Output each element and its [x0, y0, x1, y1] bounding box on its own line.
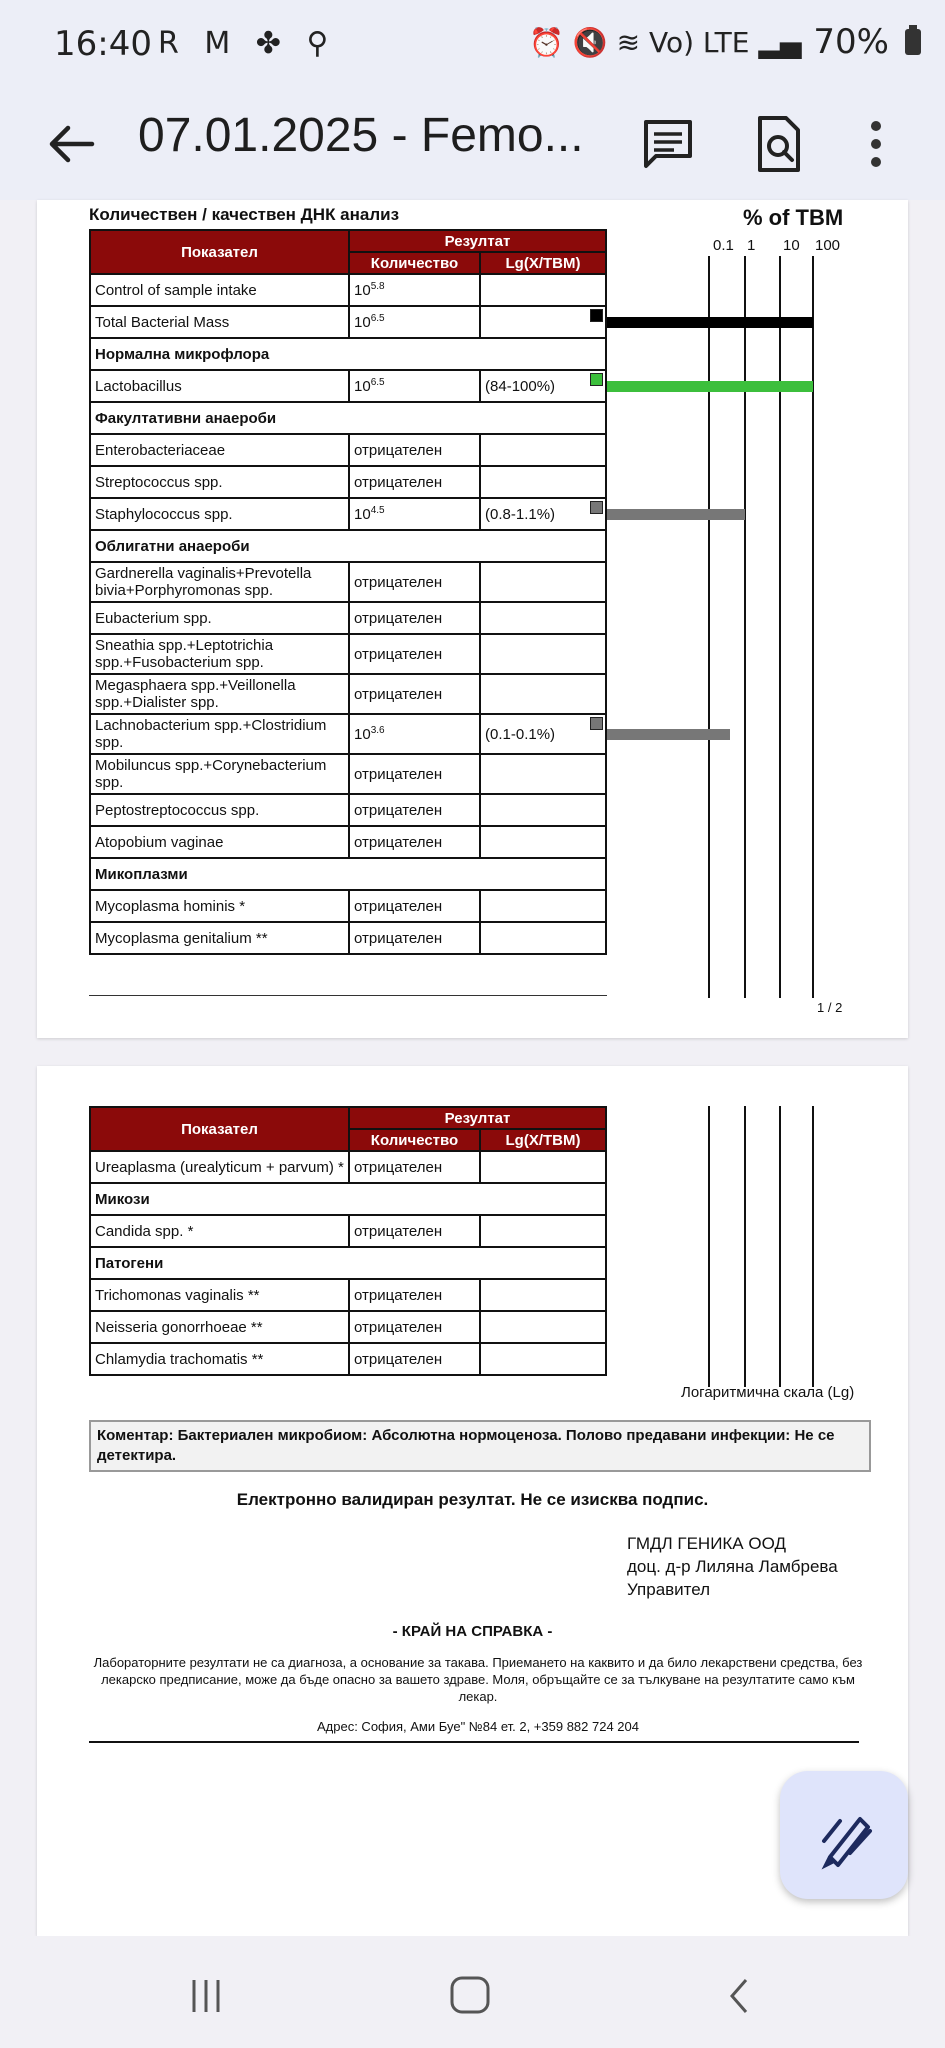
- quantity-exponent: 6.5: [370, 313, 385, 324]
- indicator-name: Chlamydia trachomatis **: [90, 1343, 349, 1375]
- document-page-1: [37, 200, 908, 1038]
- lg-cell: [480, 1343, 606, 1375]
- lg-cell: [480, 498, 606, 530]
- lab-name: ГМДЛ ГЕНИКА ООД: [627, 1534, 786, 1553]
- lg-cell: [480, 562, 606, 602]
- lg-cell: [480, 1215, 606, 1247]
- indicator-name: Eubacterium spp.: [90, 602, 349, 634]
- signer-role: Управител: [627, 1580, 711, 1599]
- group-title: Облигатни анаероби: [90, 530, 606, 562]
- indicator-name: Enterobacteriaceae: [90, 434, 349, 466]
- table-row: [90, 714, 606, 754]
- table-row: [90, 1215, 606, 1247]
- validated-note: Електронно валидиран резултат. Не се изисква подпис.: [236, 1490, 709, 1509]
- indicator-name: Staphylococcus spp.: [90, 498, 349, 530]
- scale-line: [708, 256, 710, 998]
- group-header-row: [90, 530, 606, 562]
- group-title: Факултативни анаероби: [90, 402, 606, 434]
- table-row: [90, 1343, 606, 1375]
- table-row: [90, 826, 606, 858]
- group-header-row: [90, 1247, 606, 1279]
- lg-cell: [480, 754, 606, 794]
- col-quantity: Количество: [349, 252, 480, 274]
- battery-icon: [905, 29, 921, 55]
- quantity-cell: отрицателен: [349, 434, 480, 466]
- group-header-row: [90, 1183, 606, 1215]
- lg-cell: [480, 714, 606, 754]
- color-marker: [590, 309, 603, 322]
- indicator-name: Mycoplasma hominis *: [90, 890, 349, 922]
- log-scale-label: Логаритмична скала (Lg): [681, 1384, 855, 1401]
- results-table: [89, 1106, 607, 1376]
- search-document-icon[interactable]: [746, 112, 810, 176]
- group-header-row: [90, 858, 606, 890]
- indicator-name: Sneathia spp.+Leptotrichia spp.+Fusobacterium spp.: [90, 634, 349, 674]
- percent-bar: [607, 317, 813, 328]
- end-title: - КРАЙ НА СПРАВКА -: [392, 1623, 553, 1640]
- col-indicator: Показател: [90, 1107, 349, 1151]
- quantity-exponent: 4.5: [370, 505, 385, 516]
- percent-bar: [607, 509, 745, 520]
- indicator-name: Lactobacillus: [90, 370, 349, 402]
- group-title: Микози: [90, 1183, 606, 1215]
- table-row: [90, 602, 606, 634]
- scale-label: 1: [747, 237, 756, 254]
- quantity-cell: отрицателен: [349, 794, 480, 826]
- quantity-cell: отрицателен: [349, 1215, 480, 1247]
- status-right: [529, 22, 921, 62]
- section-title: Количествен / качествен ДНК анализ: [89, 205, 400, 224]
- status-bar: [0, 0, 945, 90]
- table-row: [90, 370, 606, 402]
- quantity-cell: [349, 306, 480, 338]
- scale-line: [812, 256, 814, 998]
- indicator-name: Neisseria gonorrhoeae **: [90, 1311, 349, 1343]
- battery-percent: 70%: [813, 22, 889, 62]
- color-marker: [590, 373, 603, 386]
- table-row: [90, 1311, 606, 1343]
- lg-cell: [480, 634, 606, 674]
- indicator-name: Atopobium vaginae: [90, 826, 349, 858]
- quantity-base: 10: [354, 314, 371, 331]
- indicator-name: Total Bacterial Mass: [90, 306, 349, 338]
- group-header-row: [90, 338, 606, 370]
- quantity-base: 10: [354, 506, 371, 523]
- indicator-name: Peptostreptococcus spp.: [90, 794, 349, 826]
- col-lg: Lg(X/TBM): [480, 1129, 606, 1151]
- table-row: [90, 634, 606, 674]
- lg-cell: [480, 1151, 606, 1183]
- col-result: Резултат: [349, 230, 606, 252]
- quantity-cell: [349, 498, 480, 530]
- col-lg: Lg(X/TBM): [480, 252, 606, 274]
- lg-cell: [480, 890, 606, 922]
- quantity-cell: [349, 274, 480, 306]
- back-arrow-icon[interactable]: [40, 112, 104, 176]
- group-header-row: [90, 402, 606, 434]
- quantity-cell: отрицателен: [349, 634, 480, 674]
- indicator-name: Lachnobacterium spp.+Clostridium spp.: [90, 714, 349, 754]
- table-row: [90, 1151, 606, 1183]
- lg-cell: [480, 466, 606, 498]
- indicator-name: Mycoplasma genitalium **: [90, 922, 349, 954]
- col-result: Резултат: [349, 1107, 606, 1129]
- scale-line: [779, 1106, 781, 1387]
- col-indicator: Показател: [90, 230, 349, 274]
- table-row: [90, 274, 606, 306]
- edit-fab-button[interactable]: [780, 1771, 908, 1899]
- percent-bar: [607, 729, 730, 740]
- lg-cell: [480, 826, 606, 858]
- quantity-exponent: 3.6: [370, 725, 385, 736]
- indicator-name: Megasphaera spp.+Veillonella spp.+Dialister spp.: [90, 674, 349, 714]
- system-nav-bar: [0, 1936, 945, 2048]
- back-icon[interactable]: [720, 1976, 760, 2021]
- home-icon[interactable]: [448, 1976, 492, 2021]
- indicator-name: Gardnerella vaginalis+Prevotella bivia+Porphyromonas spp.: [90, 562, 349, 602]
- quantity-cell: отрицателен: [349, 1343, 480, 1375]
- lg-cell: [480, 370, 606, 402]
- table-row: [90, 754, 606, 794]
- lg-value: (0.1-0.1%): [485, 725, 556, 743]
- recent-apps-icon[interactable]: [186, 1976, 226, 2021]
- table-row: [90, 306, 606, 338]
- lg-value: (84-100%): [485, 377, 556, 395]
- scale-line: [744, 1106, 746, 1387]
- quantity-base: 10: [354, 378, 371, 395]
- group-title: Патогени: [90, 1247, 606, 1279]
- quantity-cell: отрицателен: [349, 602, 480, 634]
- comment-icon[interactable]: [636, 112, 700, 176]
- scale-label: 100: [815, 237, 841, 254]
- disclaimer: Лабораторните резултати не са диагноза, а основание за такава. Приемането на каквито и да било лекарствени средства, без лекарско предписание, може да бъде опасно за вашето здраве. Моля, обръщайте се за тълкуване на резултатите само към лекар.: [93, 1655, 863, 1704]
- quantity-exponent: 5.8: [370, 281, 385, 292]
- document-title: 07.01.2025 - Femo...: [138, 109, 584, 162]
- lg-cell: [480, 922, 606, 954]
- lg-cell: [480, 274, 606, 306]
- table-row: [90, 1279, 606, 1311]
- page-footer-line: [89, 995, 607, 996]
- quantity-cell: [349, 370, 480, 402]
- quantity-cell: отрицателен: [349, 1311, 480, 1343]
- table-row: [90, 890, 606, 922]
- indicator-name: Candida spp. *: [90, 1215, 349, 1247]
- quantity-cell: отрицателен: [349, 922, 480, 954]
- lg-cell: [480, 794, 606, 826]
- col-quantity: Количество: [349, 1129, 480, 1151]
- signer-name: доц. д-р Лиляна Ламбрева: [627, 1557, 838, 1576]
- end-line: [89, 1741, 859, 1743]
- document-page-2: [37, 1066, 908, 1936]
- indicator-name: Trichomonas vaginalis **: [90, 1279, 349, 1311]
- quantity-base: 10: [354, 726, 371, 743]
- indicator-name: Ureaplasma (urealyticum + parvum) *: [90, 1151, 349, 1183]
- lg-cell: [480, 602, 606, 634]
- lg-cell: [480, 1279, 606, 1311]
- indicator-name: Control of sample intake: [90, 274, 349, 306]
- comment-box: Коментар: Бактериален микробиом: Абсолютна нормоценоза. Полово предавани инфекции: Не се детектира.: [89, 1420, 871, 1472]
- quantity-cell: отрицателен: [349, 826, 480, 858]
- status-notification-icons: R M ✤ ⚲: [158, 26, 337, 61]
- indicator-name: Streptococcus spp.: [90, 466, 349, 498]
- quantity-cell: отрицателен: [349, 562, 480, 602]
- status-system-icons: ⏰ 🔇 ≋ Vo) LTE ▂▄: [529, 25, 802, 59]
- table-row: [90, 674, 606, 714]
- table-row: [90, 922, 606, 954]
- edit-pen-icon: [780, 1771, 908, 1899]
- lg-value: (0.8-1.1%): [485, 505, 556, 523]
- scale-line: [744, 256, 746, 998]
- color-marker: [590, 717, 603, 730]
- table-row: [90, 562, 606, 602]
- address: Адрес: София, Ами Буе" №84 ет. 2, +359 882 724 204: [316, 1719, 639, 1734]
- quantity-cell: отрицателен: [349, 466, 480, 498]
- lg-cell: [480, 306, 606, 338]
- page-number: 1 / 2: [817, 1000, 843, 1015]
- scale-label: 10: [783, 237, 800, 254]
- percent-bar: [607, 381, 813, 392]
- scale-line: [779, 256, 781, 998]
- app-bar: [0, 90, 945, 200]
- quantity-cell: отрицателен: [349, 1279, 480, 1311]
- scale-line: [812, 1106, 814, 1387]
- table-row: [90, 466, 606, 498]
- lg-cell: [480, 674, 606, 714]
- status-time: 16:40: [54, 24, 152, 64]
- tbm-title: % of TBM: [743, 205, 844, 230]
- signature-block: [627, 1532, 838, 1601]
- quantity-exponent: 6.5: [370, 377, 385, 388]
- indicator-name: Mobiluncus spp.+Corynebacterium spp.: [90, 754, 349, 794]
- lg-cell: [480, 1311, 606, 1343]
- quantity-cell: отрицателен: [349, 1151, 480, 1183]
- table-row: [90, 498, 606, 530]
- quantity-cell: отрицателен: [349, 754, 480, 794]
- quantity-cell: отрицателен: [349, 674, 480, 714]
- more-vert-icon[interactable]: [856, 112, 896, 176]
- color-marker: [590, 501, 603, 514]
- quantity-cell: [349, 714, 480, 754]
- group-title: Микоплазми: [90, 858, 606, 890]
- results-table: [89, 229, 607, 955]
- lg-cell: [480, 434, 606, 466]
- scale-line: [708, 1106, 710, 1387]
- quantity-cell: отрицателен: [349, 890, 480, 922]
- scale-label: 0.1: [713, 237, 734, 254]
- quantity-base: 10: [354, 282, 371, 299]
- table-row: [90, 434, 606, 466]
- table-row: [90, 794, 606, 826]
- group-title: Нормална микрофлора: [90, 338, 606, 370]
